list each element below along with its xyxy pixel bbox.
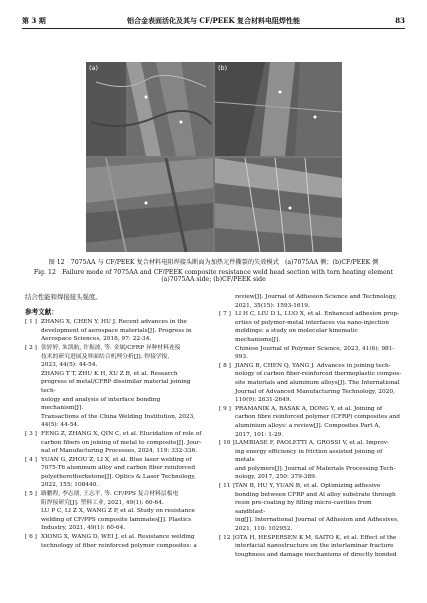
reference-number: [ 1 ] [25,319,37,326]
figure-12 [86,62,342,252]
reference-line: 110(9): 2631-2649. [235,397,292,404]
reference-line: 2023, 44(5): 44-54. [41,362,98,369]
sem-image-b-top [215,62,342,156]
reference-line: 44(5): 44-54. [41,422,79,429]
page-number: 83 [395,16,405,25]
left-column [25,293,203,550]
reference-line: 2021, 35(15): 1593-1619. [235,302,310,309]
sem-image-a-bottom [86,158,213,252]
right-column [219,293,403,559]
reference-list-left [25,318,203,550]
reference-line: nology of carbon fiber-reinforced thermoplastic compos- [235,371,402,378]
reference-line: XIONG X, WANG D, WEI J, et al. Resistance welding [41,534,195,541]
reference-number: [ 6 ] [25,534,37,541]
reference-line: nology and analysis of interface bonding mechanism[J]. [41,396,161,412]
panel-label-b: (b) [218,64,228,72]
reference-line: LI H C, LIU D L, LUO X, et al. Enhanced adhesion prop- [235,311,400,318]
reference-item [219,310,403,362]
figure-caption-cn: 图 12 7075AA 与 CF/PEEK 复合材料电阻焊接头断面为加热元件撕裂的失效模式 (a)7075AA 侧；(b)CF/PEEK 侧 [48,259,379,266]
reference-item [25,318,203,344]
reference-line: PRAMANIK A, BASAK A, DONG Y, et al. Joining of [235,405,383,412]
figure-caption-en: Fig. 12 Failure mode of 7075AA and CF/PEEK composite resistance weld head section with torn heating element [33,269,394,276]
reference-line: ing[J]. International Journal of Adhesion and Adhesives, [235,517,399,524]
reference-line: carbon fibers on joining of metal to composite[J]. Jour- [41,439,202,446]
reference-line: OTA H, HESPERSEN K M, SAITO K, et al. Effect of the [235,534,397,541]
reference-line: resin pre-coating by filling micro-cavities from sandblast- [235,500,372,515]
reference-line: 路鹏程, 李志朋, 王志平, 等. CF/PPS 复合材料层板电 [41,491,179,498]
panel-label-a: (a) [89,64,99,72]
reference-item [25,507,203,533]
reference-number: [ 8 ] [219,362,231,369]
reference-line: 阻焊接研究[J]. 塑料工业, 2021, 49(1): 60-64. [41,499,164,506]
reference-line: welding of CF/PPS composite laminates[J]. Plastics [41,516,192,523]
sem-image-a-top [86,62,213,156]
reference-item [25,370,203,430]
reference-item [25,533,203,550]
reference-item [25,490,203,507]
figure-caption-en-sub: (a)7075AA side; (b)CF/PEEK side [161,276,266,283]
reference-line: 技术的研究进展及界面结合机理分析[J]. 焊接学报, [41,353,170,360]
reference-number: [ 9 ] [219,405,231,412]
reference-line: LAMBIASE F, PAOLETTI A, GROSSI V, et al. Improv- [235,440,389,447]
reference-line: interfacial nanostructure on the interlaminar fracture [235,543,394,550]
reference-number: [ 10 ] [219,440,235,447]
reference-line: Chinese Journal of Polymer Science, 2023, 41(6): 981- [235,345,395,352]
reference-item [219,362,403,405]
reference-line: 993. [235,354,248,361]
reference-line: toughness and damage mechanisms of directly bonded [235,551,397,558]
reference-line: ing energy efficiency in friction assisted joining of metals [235,448,383,464]
page-header [22,12,405,28]
reference-number: [ 3 ] [25,430,37,437]
reference-item [25,456,203,490]
issue-number: 第 3 期 [22,16,46,25]
reference-item [25,430,203,456]
reference-number: [ 5 ] [25,491,37,498]
references-heading: 参考文献： [25,307,58,316]
reference-line: Journal of Advanced Manufacturing Technology, 2020, [235,388,395,395]
reference-line: development of aerospace materials[J]. Progress in [41,327,192,334]
reference-item [219,439,403,482]
reference-list-right [219,310,403,559]
reference-line: FENG Z, ZHANG X, QIN C, et al. Elucidation of role of [41,430,202,437]
reference-line: TAN B, HU Y, YUAN B, et al. Optimizing adhesive [235,483,381,490]
reference-line: 张婷婷, 朱凯航, 许振波, 等. 金属/CFRP 异种材料连接 [41,344,181,351]
reference-item [25,344,203,370]
reference-number: [ 12 ] [219,534,235,541]
reference-line: 7075-T6 aluminum alloy and carbon fiber reinforced [41,465,196,472]
reference-item [219,405,403,439]
reference-line: Aerospace Sciences, 2018, 97: 22-34. [41,336,152,343]
reference-line: moldings: a study on molecular kinematic mechanisms[J]. [235,328,358,343]
reference-item [219,482,403,534]
reference-number: [ 7 ] [219,311,231,318]
reference-line: site materials and aluminum alloys[J]. The International [235,379,400,386]
reference-line: 2021, 110: 102952. [235,526,293,533]
reference-line: progress of metal/CFRP dissimilar material joining tech- [41,379,191,394]
reference-line: erties of polymer-metal interfaces via nano-injection [235,319,389,326]
reference-line: YUAN G, ZHOU Z, LI X, et al. Blue laser welding of [41,456,192,463]
reference-line: ZHANG X, CHEN Y, HU J. Recent advances in the [41,319,187,326]
reference-line: Industry, 2021, 49(1): 60-64. [41,525,126,532]
reference-line: 2022, 155: 108440. [41,482,99,489]
reference-line: Transactions of the China Welding Institution, 2023, [41,413,196,420]
reference-line: technology of fiber reinforced polymer composites: a [41,542,197,549]
reference-continuation [219,293,403,310]
reference-line: carbon fibre reinforced polymer (CFRP) composites and [235,414,400,421]
body-text: 结合性能和焊接接头强度。 [25,293,102,301]
header-rule [22,28,405,29]
reference-line: aluminium alloys: a review[J]. Composites Part A, [235,422,381,429]
running-title: 铝合金表面活化及其与 CF/PEEK 复合材料电阻焊性能 [127,16,300,25]
reference-number: [ 2 ] [25,344,37,351]
reference-line: bonding between CFRP and Al alloy substrate through [235,491,396,498]
reference-item [219,534,403,560]
reference-line: review[J]. Journal of Adhesion Science and Technology, [235,294,397,300]
sem-image-b-bottom [215,158,342,252]
reference-line: ZHANG T T, ZHU K H, XU Z B, et al. Research [41,370,178,377]
reference-line: LU P C, LI Z X, WANG Z P, et al. Study on resistance [41,508,195,515]
reference-line: polyetheretherketone[J]. Optics & Laser Technology, [41,473,196,480]
reference-line: JIANG B, CHEN Q, YANG J. Advances in joining tech- [235,362,391,369]
reference-number: [ 4 ] [25,456,37,463]
reference-number: [ 11 ] [219,483,235,490]
reference-line: nology, 2017, 250: 379-389. [235,474,317,481]
reference-line: nal of Manufacturing Processes, 2024, 119: 332-336. [41,448,198,455]
reference-line: 2017, 101: 1-29. [235,431,284,438]
reference-line: and polymers[J]. Journal of Materials Processing Tech- [235,465,396,472]
